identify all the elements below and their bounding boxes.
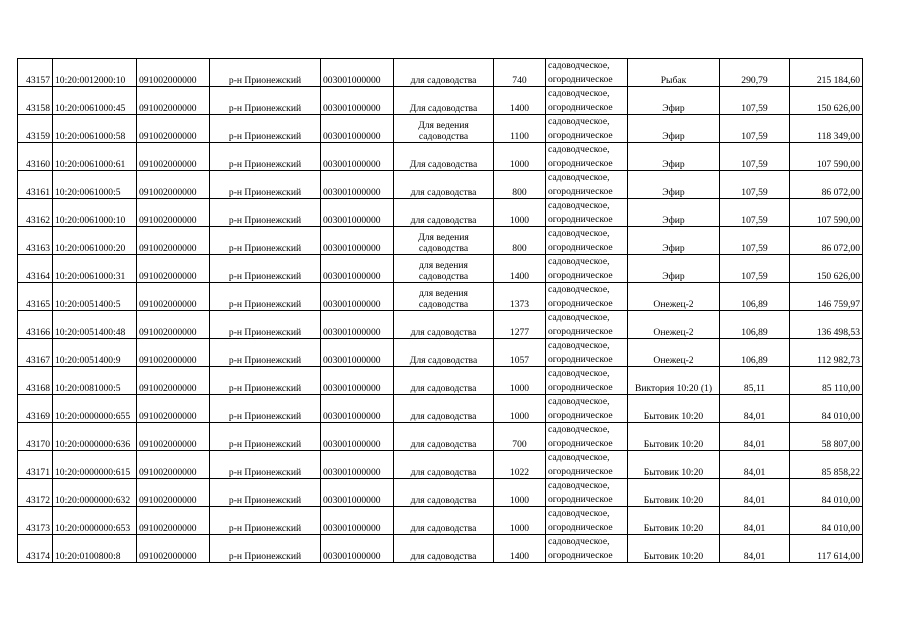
permitted-use-cell [394, 115, 494, 143]
row-number-cell: 43157 [18, 59, 53, 87]
area-cell: 800 [494, 227, 546, 255]
row-number-cell: 43163 [18, 227, 53, 255]
cadastral-number-cell: 10:20:0061000:5 [53, 171, 137, 199]
settlement-code-cell: 003001000000 [321, 171, 394, 199]
specific-value-cell: 106,89 [720, 339, 790, 367]
category-line: садоводческое, [548, 536, 610, 547]
association-name-cell: Эфир [628, 199, 720, 227]
specific-value-cell: 85,11 [720, 367, 790, 395]
cadastral-number-cell: 10:20:0100800:8 [53, 535, 137, 563]
use-line: садоводства [418, 298, 469, 310]
permitted-use-cell [394, 199, 494, 227]
category-line: садоводческое, [548, 368, 610, 379]
use-line: Для садоводства [409, 102, 478, 114]
use-line: Для ведения [418, 232, 469, 243]
district-cell: р-н Прионежский [210, 143, 321, 171]
category-line: огородническое [548, 409, 613, 421]
table-row [18, 199, 863, 227]
permitted-use-cell [394, 143, 494, 171]
cadastral-value-cell: 86 072,00 [790, 227, 863, 255]
row-number-cell: 43166 [18, 311, 53, 339]
settlement-code-cell: 003001000000 [321, 423, 394, 451]
area-cell: 800 [494, 171, 546, 199]
permitted-use-cell [394, 423, 494, 451]
specific-value-cell: 84,01 [720, 451, 790, 479]
association-name-cell: Бытовик 10:20 [628, 535, 720, 563]
category-cell [546, 59, 628, 87]
use-line: садоводства [418, 270, 469, 282]
permitted-use-cell [394, 367, 494, 395]
specific-value-cell: 107,59 [720, 199, 790, 227]
settlement-code-cell: 003001000000 [321, 199, 394, 227]
use-line: садоводства [418, 130, 469, 142]
district-cell: р-н Прионежский [210, 535, 321, 563]
cadastral-number-cell: 10:20:0000000:655 [53, 395, 137, 423]
district-cell: р-н Прионежский [210, 227, 321, 255]
use-line: для садоводства [410, 466, 477, 478]
category-line: огородническое [548, 521, 613, 533]
cadastral-value-cell: 107 590,00 [790, 199, 863, 227]
oktmo-code-cell: 091002000000 [137, 115, 210, 143]
cadastral-value-cell: 150 626,00 [790, 87, 863, 115]
district-cell: р-н Прионежский [210, 59, 321, 87]
specific-value-cell: 107,59 [720, 255, 790, 283]
cadastral-value-cell: 86 072,00 [790, 171, 863, 199]
permitted-use-cell [394, 59, 494, 87]
district-cell: р-н Прионежский [210, 395, 321, 423]
specific-value-cell: 84,01 [720, 395, 790, 423]
permitted-use-cell [394, 227, 494, 255]
category-cell [546, 339, 628, 367]
table-row [18, 227, 863, 255]
category-line: садоводческое, [548, 312, 610, 323]
association-name-cell: Онежец-2 [628, 311, 720, 339]
district-cell: р-н Прионежский [210, 87, 321, 115]
association-name-cell: Виктория 10:20 (1) [628, 367, 720, 395]
table-row [18, 395, 863, 423]
category-line: садоводческое, [548, 508, 610, 519]
association-name-cell: Эфир [628, 143, 720, 171]
category-line: садоводческое, [548, 256, 610, 267]
row-number-cell: 43171 [18, 451, 53, 479]
category-line: огородническое [548, 353, 613, 365]
cadastral-number-cell: 10:20:0061000:31 [53, 255, 137, 283]
category-line: садоводческое, [548, 424, 610, 435]
category-cell [546, 171, 628, 199]
row-number-cell: 43168 [18, 367, 53, 395]
table-row [18, 507, 863, 535]
category-line: огородническое [548, 129, 613, 141]
category-line: огородническое [548, 157, 613, 169]
cadastral-value-cell: 85 858,22 [790, 451, 863, 479]
district-cell: р-н Прионежский [210, 507, 321, 535]
row-number-cell: 43172 [18, 479, 53, 507]
use-line: для садоводства [410, 382, 477, 394]
category-line: садоводческое, [548, 172, 610, 183]
category-cell [546, 535, 628, 563]
category-line: садоводческое, [548, 228, 610, 239]
category-line: огородническое [548, 269, 613, 281]
category-cell [546, 143, 628, 171]
table-row [18, 367, 863, 395]
permitted-use-cell [394, 311, 494, 339]
oktmo-code-cell: 091002000000 [137, 311, 210, 339]
category-line: садоводческое, [548, 60, 610, 71]
permitted-use-cell [394, 451, 494, 479]
specific-value-cell: 84,01 [720, 507, 790, 535]
permitted-use-cell [394, 283, 494, 311]
category-line: садоводческое, [548, 396, 610, 407]
cadastral-value-cell: 150 626,00 [790, 255, 863, 283]
permitted-use-cell [394, 87, 494, 115]
cadastral-number-cell: 10:20:0061000:20 [53, 227, 137, 255]
settlement-code-cell: 003001000000 [321, 59, 394, 87]
oktmo-code-cell: 091002000000 [137, 339, 210, 367]
area-cell: 1022 [494, 451, 546, 479]
settlement-code-cell: 003001000000 [321, 367, 394, 395]
association-name-cell: Эфир [628, 87, 720, 115]
cadastral-number-cell: 10:20:0061000:10 [53, 199, 137, 227]
use-line: для садоводства [410, 438, 477, 450]
category-line: огородническое [548, 297, 613, 309]
use-line: Для садоводства [409, 158, 478, 170]
category-cell [546, 87, 628, 115]
use-line: для садоводства [410, 494, 477, 506]
cadastral-value-cell: 117 614,00 [790, 535, 863, 563]
association-name-cell: Бытовик 10:20 [628, 451, 720, 479]
use-line: для садоводства [410, 186, 477, 198]
area-cell: 1000 [494, 507, 546, 535]
row-number-cell: 43159 [18, 115, 53, 143]
settlement-code-cell: 003001000000 [321, 507, 394, 535]
area-cell: 1000 [494, 367, 546, 395]
cadastral-number-cell: 10:20:0000000:636 [53, 423, 137, 451]
district-cell: р-н Прионежский [210, 311, 321, 339]
cadastral-number-cell: 10:20:0000000:615 [53, 451, 137, 479]
category-cell [546, 311, 628, 339]
cadastral-number-cell: 10:20:0000000:632 [53, 479, 137, 507]
district-cell: р-н Прионежский [210, 339, 321, 367]
oktmo-code-cell: 091002000000 [137, 143, 210, 171]
oktmo-code-cell: 091002000000 [137, 535, 210, 563]
category-cell [546, 255, 628, 283]
permitted-use-cell [394, 535, 494, 563]
category-line: огородническое [548, 465, 613, 477]
category-line: огородническое [548, 241, 613, 253]
cadastral-value-cell: 84 010,00 [790, 507, 863, 535]
category-cell [546, 283, 628, 311]
district-cell: р-н Прионежский [210, 367, 321, 395]
permitted-use-cell [394, 255, 494, 283]
oktmo-code-cell: 091002000000 [137, 199, 210, 227]
table-row [18, 535, 863, 563]
settlement-code-cell: 003001000000 [321, 87, 394, 115]
category-line: садоводческое, [548, 200, 610, 211]
table-row [18, 479, 863, 507]
association-name-cell: Эфир [628, 255, 720, 283]
association-name-cell: Бытовик 10:20 [628, 423, 720, 451]
use-line: для садоводства [410, 522, 477, 534]
area-cell: 740 [494, 59, 546, 87]
area-cell: 1057 [494, 339, 546, 367]
cadastral-value-cell: 146 759,97 [790, 283, 863, 311]
table-row [18, 143, 863, 171]
row-number-cell: 43160 [18, 143, 53, 171]
table-row [18, 451, 863, 479]
permitted-use-cell [394, 339, 494, 367]
table-row [18, 339, 863, 367]
association-name-cell: Онежец-2 [628, 339, 720, 367]
district-cell: р-н Прионежский [210, 423, 321, 451]
table-row [18, 423, 863, 451]
cadastral-value-cell: 215 184,60 [790, 59, 863, 87]
specific-value-cell: 290,79 [720, 59, 790, 87]
cadastral-number-cell: 10:20:0051400:48 [53, 311, 137, 339]
cadastral-number-cell: 10:20:0000000:653 [53, 507, 137, 535]
cadastral-value-cell: 84 010,00 [790, 479, 863, 507]
table-row [18, 59, 863, 87]
oktmo-code-cell: 091002000000 [137, 255, 210, 283]
category-line: садоводческое, [548, 284, 610, 295]
area-cell: 1400 [494, 87, 546, 115]
settlement-code-cell: 003001000000 [321, 255, 394, 283]
settlement-code-cell: 003001000000 [321, 143, 394, 171]
cadastral-number-cell: 10:20:0061000:61 [53, 143, 137, 171]
table-row [18, 171, 863, 199]
area-cell: 1000 [494, 199, 546, 227]
category-line: садоводческое, [548, 144, 610, 155]
settlement-code-cell: 003001000000 [321, 479, 394, 507]
settlement-code-cell: 003001000000 [321, 451, 394, 479]
permitted-use-cell [394, 171, 494, 199]
association-name-cell: Бытовик 10:20 [628, 479, 720, 507]
category-cell [546, 479, 628, 507]
specific-value-cell: 106,89 [720, 283, 790, 311]
table-body [18, 59, 863, 563]
category-line: садоводческое, [548, 340, 610, 351]
category-line: садоводческое, [548, 452, 610, 463]
cadastral-value-cell: 58 807,00 [790, 423, 863, 451]
permitted-use-cell [394, 479, 494, 507]
oktmo-code-cell: 091002000000 [137, 171, 210, 199]
settlement-code-cell: 003001000000 [321, 395, 394, 423]
oktmo-code-cell: 091002000000 [137, 367, 210, 395]
row-number-cell: 43174 [18, 535, 53, 563]
category-cell [546, 395, 628, 423]
category-cell [546, 451, 628, 479]
oktmo-code-cell: 091002000000 [137, 507, 210, 535]
category-line: садоводческое, [548, 116, 610, 127]
category-cell [546, 367, 628, 395]
category-line: огородническое [548, 493, 613, 505]
row-number-cell: 43167 [18, 339, 53, 367]
area-cell: 1400 [494, 535, 546, 563]
row-number-cell: 43169 [18, 395, 53, 423]
area-cell: 1373 [494, 283, 546, 311]
area-cell: 1000 [494, 395, 546, 423]
category-cell [546, 423, 628, 451]
oktmo-code-cell: 091002000000 [137, 451, 210, 479]
category-line: огородническое [548, 185, 613, 197]
category-line: огородническое [548, 213, 613, 225]
specific-value-cell: 107,59 [720, 227, 790, 255]
table-row [18, 87, 863, 115]
oktmo-code-cell: 091002000000 [137, 423, 210, 451]
category-cell [546, 115, 628, 143]
specific-value-cell: 106,89 [720, 311, 790, 339]
cadastral-number-cell: 10:20:0061000:45 [53, 87, 137, 115]
category-line: огородническое [548, 549, 613, 561]
settlement-code-cell: 003001000000 [321, 227, 394, 255]
row-number-cell: 43158 [18, 87, 53, 115]
category-line: огородническое [548, 381, 613, 393]
category-cell [546, 227, 628, 255]
area-cell: 1000 [494, 143, 546, 171]
district-cell: р-н Прионежский [210, 451, 321, 479]
association-name-cell: Эфир [628, 227, 720, 255]
cadastral-value-cell: 84 010,00 [790, 395, 863, 423]
oktmo-code-cell: 091002000000 [137, 59, 210, 87]
use-line: Для садоводства [409, 354, 478, 366]
association-name-cell: Онежец-2 [628, 283, 720, 311]
cadastral-number-cell: 10:20:0012000:10 [53, 59, 137, 87]
cadastral-value-cell: 107 590,00 [790, 143, 863, 171]
specific-value-cell: 107,59 [720, 87, 790, 115]
oktmo-code-cell: 091002000000 [137, 479, 210, 507]
district-cell: р-н Прионежский [210, 479, 321, 507]
cadastral-value-cell: 112 982,73 [790, 339, 863, 367]
row-number-cell: 43173 [18, 507, 53, 535]
cadastral-number-cell: 10:20:0051400:5 [53, 283, 137, 311]
use-line: для садоводства [410, 74, 477, 86]
table-row [18, 283, 863, 311]
use-line: для садоводства [410, 550, 477, 562]
land-valuation-table [17, 58, 863, 563]
category-line: огородническое [548, 73, 613, 85]
oktmo-code-cell: 091002000000 [137, 283, 210, 311]
row-number-cell: 43164 [18, 255, 53, 283]
specific-value-cell: 107,59 [720, 115, 790, 143]
oktmo-code-cell: 091002000000 [137, 395, 210, 423]
specific-value-cell: 107,59 [720, 143, 790, 171]
district-cell: р-н Прионежский [210, 115, 321, 143]
district-cell: р-н Прионежский [210, 199, 321, 227]
association-name-cell: Рыбак [628, 59, 720, 87]
district-cell: р-н Прионежский [210, 283, 321, 311]
settlement-code-cell: 003001000000 [321, 339, 394, 367]
use-line: для ведения [419, 288, 468, 299]
use-line: для садоводства [410, 326, 477, 338]
use-line: Для ведения [418, 120, 469, 131]
cadastral-number-cell: 10:20:0051400:9 [53, 339, 137, 367]
cadastral-value-cell: 85 110,00 [790, 367, 863, 395]
table-row [18, 255, 863, 283]
row-number-cell: 43170 [18, 423, 53, 451]
settlement-code-cell: 003001000000 [321, 115, 394, 143]
association-name-cell: Бытовик 10:20 [628, 395, 720, 423]
area-cell: 1400 [494, 255, 546, 283]
association-name-cell: Эфир [628, 115, 720, 143]
specific-value-cell: 84,01 [720, 479, 790, 507]
table-row [18, 311, 863, 339]
specific-value-cell: 84,01 [720, 423, 790, 451]
district-cell: р-н Прионежский [210, 255, 321, 283]
area-cell: 1277 [494, 311, 546, 339]
use-line: для садоводства [410, 214, 477, 226]
permitted-use-cell [394, 395, 494, 423]
oktmo-code-cell: 091002000000 [137, 87, 210, 115]
settlement-code-cell: 003001000000 [321, 283, 394, 311]
cadastral-value-cell: 118 349,00 [790, 115, 863, 143]
oktmo-code-cell: 091002000000 [137, 227, 210, 255]
area-cell: 1000 [494, 479, 546, 507]
category-cell [546, 199, 628, 227]
settlement-code-cell: 003001000000 [321, 535, 394, 563]
category-line: огородническое [548, 325, 613, 337]
category-line: огородническое [548, 437, 613, 449]
cadastral-value-cell: 136 498,53 [790, 311, 863, 339]
association-name-cell: Эфир [628, 171, 720, 199]
use-line: для садоводства [410, 410, 477, 422]
specific-value-cell: 107,59 [720, 171, 790, 199]
specific-value-cell: 84,01 [720, 535, 790, 563]
use-line: для ведения [419, 260, 468, 271]
settlement-code-cell: 003001000000 [321, 311, 394, 339]
area-cell: 1100 [494, 115, 546, 143]
cadastral-number-cell: 10:20:0061000:58 [53, 115, 137, 143]
category-line: садоводческое, [548, 88, 610, 99]
association-name-cell: Бытовик 10:20 [628, 507, 720, 535]
category-line: огородническое [548, 101, 613, 113]
cadastral-number-cell: 10:20:0081000:5 [53, 367, 137, 395]
use-line: садоводства [418, 242, 469, 254]
table-row [18, 115, 863, 143]
row-number-cell: 43162 [18, 199, 53, 227]
row-number-cell: 43161 [18, 171, 53, 199]
permitted-use-cell [394, 507, 494, 535]
category-line: садоводческое, [548, 480, 610, 491]
district-cell: р-н Прионежский [210, 171, 321, 199]
area-cell: 700 [494, 423, 546, 451]
category-cell [546, 507, 628, 535]
row-number-cell: 43165 [18, 283, 53, 311]
